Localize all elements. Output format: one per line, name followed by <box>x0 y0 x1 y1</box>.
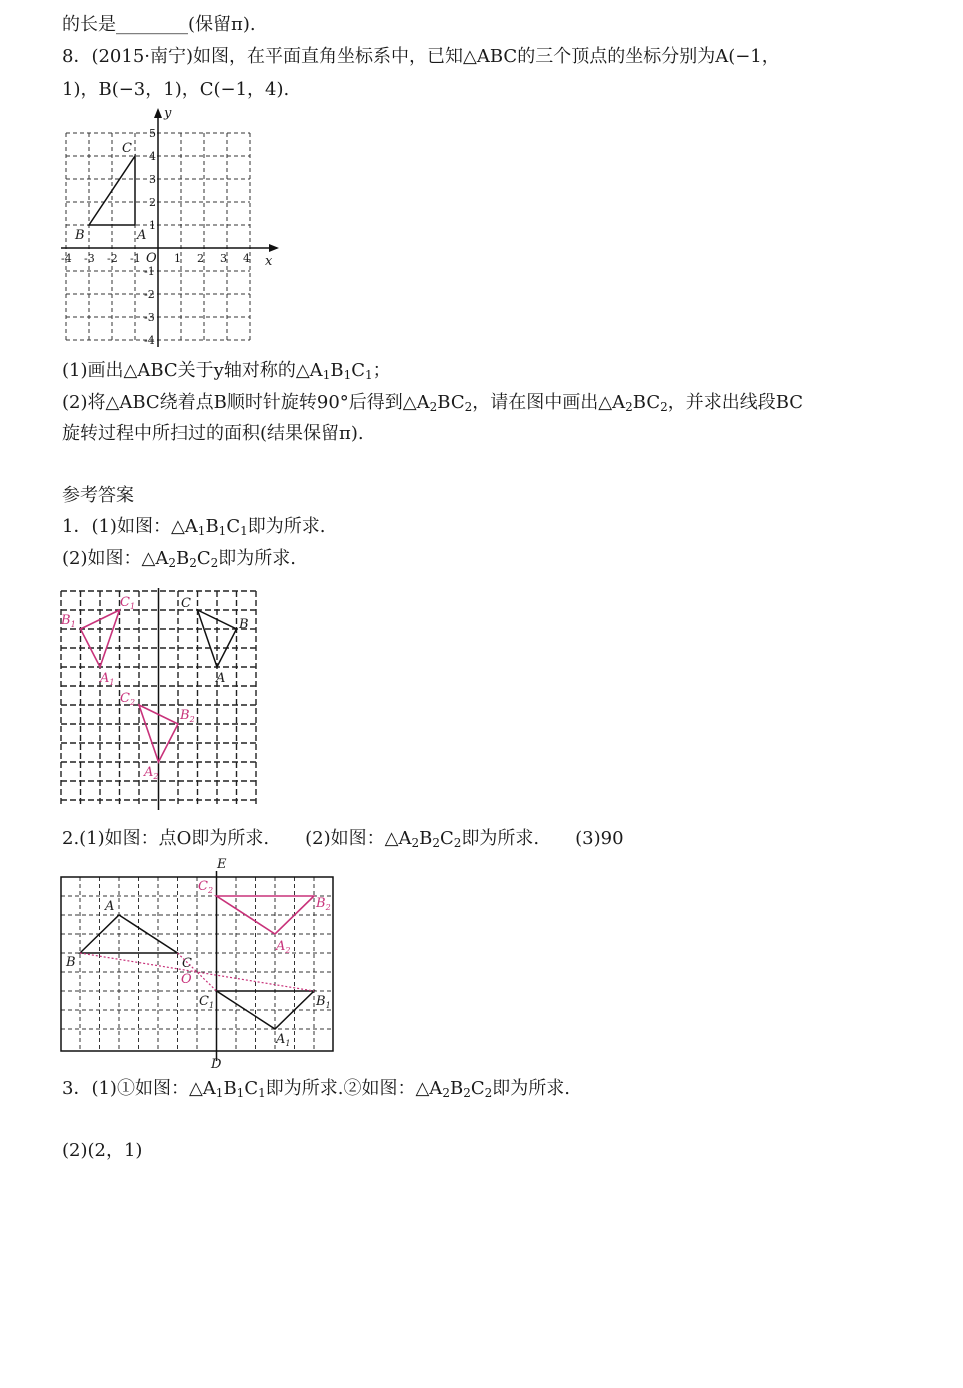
point-label-b1: $B_1$ <box>61 613 76 629</box>
answer-2-grid <box>61 877 333 1051</box>
x-tick-label: -2 <box>107 252 118 265</box>
y-tick-label: 4 <box>149 150 156 163</box>
point-label-b: B <box>239 617 249 632</box>
question-8-line-1: 8．(2015·南宁)如图，在平面直角坐标系中，已知△ABC的三个顶点的坐标分别为A(−1， <box>62 46 780 67</box>
point-label-b: B <box>66 955 76 970</box>
point-label-a: A <box>137 228 147 243</box>
answer-3-part-1: 3．(1)①如图：$\triangle A_1B_1C_1$即为所求.②如图：$\triangle A_2B_2C_2$即为所求. <box>62 1078 570 1100</box>
point-label-b2: $B_2$ <box>180 708 195 724</box>
question-8-part-1: (1)画出△ABC关于y轴对称的$\triangle A_1B_1C_1$； <box>62 360 391 382</box>
x-tick-label: -3 <box>84 252 95 265</box>
y-tick-label: 5 <box>149 127 156 140</box>
point-label-a: A <box>105 899 115 914</box>
question-8-line-2: 1)，B(−3，1)，C(−1，4). <box>62 79 290 100</box>
point-label-a1: $A_1$ <box>276 1032 291 1048</box>
point-label-a2: $A_2$ <box>144 765 159 781</box>
point-label-a: A <box>216 671 226 686</box>
y-tick-label: -1 <box>144 265 155 278</box>
point-label-b1: $B_1$ <box>316 994 331 1010</box>
x-tick-label: 3 <box>220 252 227 265</box>
triangle-abc <box>89 156 135 225</box>
y-tick-label: -2 <box>144 288 155 301</box>
answer-2-figure <box>58 855 340 1070</box>
point-label-b2: $B_2$ <box>316 896 331 912</box>
x-axis-arrow <box>269 244 279 252</box>
y-tick-label: 3 <box>149 173 156 186</box>
point-label-b: B <box>75 228 85 243</box>
x-tick-label: 4 <box>243 252 250 265</box>
y-axis-label: y <box>164 106 172 121</box>
answer-2: 2.(1)如图：点O即为所求. (2)如图：$\triangle A_2B_2C_2$即为所求. (3)90 <box>62 828 624 850</box>
point-label-d: D <box>211 1057 222 1070</box>
answer-1-part-1: 1．(1)如图：$\triangle A_1B_1C_1$即为所求. <box>62 516 326 538</box>
point-label-a2: $A_2$ <box>276 939 291 955</box>
point-label-e: E <box>217 857 227 872</box>
x-tick-label: 1 <box>174 252 181 265</box>
coordinate-figure <box>55 105 285 350</box>
y-axis-arrow <box>154 108 162 118</box>
point-label-c: C <box>122 141 132 156</box>
answers-heading: 参考答案 <box>62 485 134 506</box>
question-8-part-2: (2)将△ABC绕着点B顺时针旋转90°后得到$\triangle A_2BC_2$，请在图中画出$\triangle A_2BC_2$，并求出线段BC <box>62 392 804 414</box>
x-tick-label: -1 <box>130 252 141 265</box>
point-label-c1: $C_1$ <box>120 595 136 611</box>
question-8-part-2-cont: 旋转过程中所扫过的面积(结果保留π). <box>62 423 364 444</box>
y-tick-label: -3 <box>144 311 155 324</box>
y-tick-label: 1 <box>149 219 156 232</box>
point-label-c2: $C_2$ <box>198 879 214 895</box>
point-label-c: C <box>182 956 192 971</box>
origin-label: O <box>146 251 157 266</box>
answer-1-figure <box>58 588 260 810</box>
text-line-blank: 的长是________(保留π). <box>62 14 256 35</box>
point-label-c: C <box>181 596 191 611</box>
y-tick-label: -4 <box>144 334 155 347</box>
x-tick-label: -4 <box>61 252 72 265</box>
answer-1-part-2: (2)如图：$\triangle A_2B_2C_2$即为所求. <box>62 548 297 570</box>
point-label-a1: $A_1$ <box>100 671 115 687</box>
point-label-c2: $C_2$ <box>120 691 136 707</box>
x-tick-label: 2 <box>197 252 204 265</box>
y-tick-label: 2 <box>149 196 156 209</box>
point-label-c1: $C_1$ <box>199 994 215 1010</box>
point-label-o: O <box>181 972 192 987</box>
answer-3-part-2: (2)(2，1) <box>62 1140 143 1161</box>
x-axis-label: x <box>265 254 273 269</box>
